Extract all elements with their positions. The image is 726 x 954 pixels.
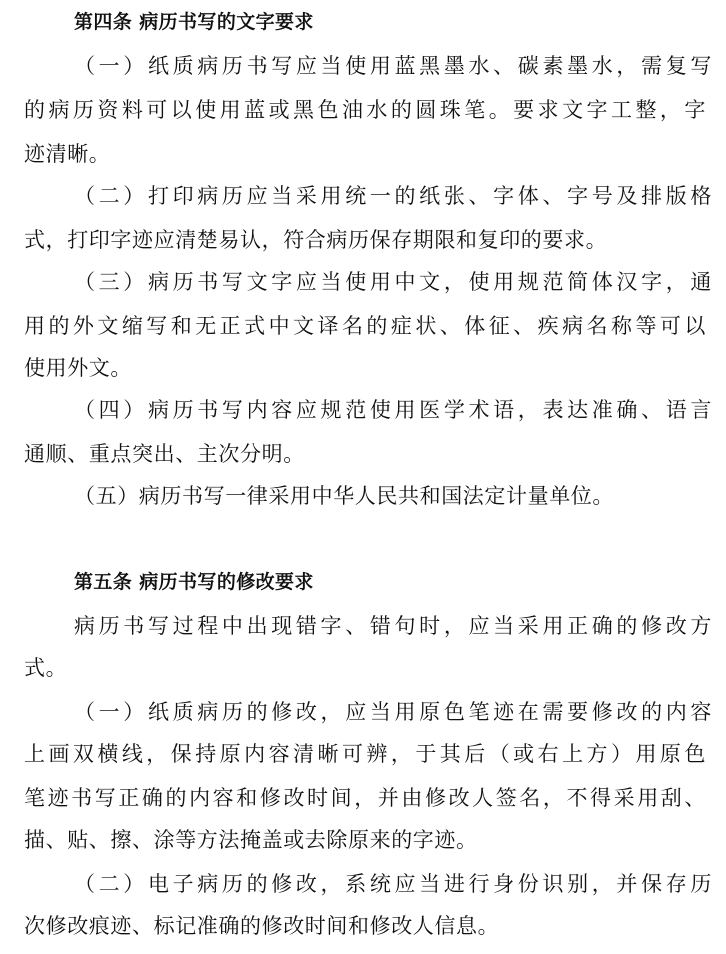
article-5-intro-line-1: 病历书写过程中出现错字、错句时，应当采用正确的修改方 [74,614,712,638]
article-5-item-2-line-2: 次修改痕迹、标记准确的修改时间和修改人信息。 [24,914,500,938]
article-4-item-4-line-2: 通顺、重点突出、主次分明。 [24,442,305,466]
article-4-item-1-line-2: 的病历资料可以使用蓝或黑色油水的圆珠笔。要求文字工整，字 [24,98,706,122]
article-5-item-2-line-1: （二）电子病历的修改，系统应当进行身份识别，并保存历 [74,872,712,896]
article-5-heading: 第五条 病历书写的修改要求 [74,571,314,593]
article-5-item-1-line-1: （一）纸质病历的修改，应当用原色笔迹在需要修改的内容 [74,700,712,724]
article-4-item-3-line-1: （三）病历书写文字应当使用中文，使用规范简体汉字，通 [74,270,712,294]
article-4-item-3-line-2: 用的外文缩写和无正式中文译名的症状、体征、疾病名称等可以 [24,314,706,338]
article-4-item-1-line-1: （一）纸质病历书写应当使用蓝黑墨水、碳素墨水，需复写 [74,54,712,78]
article-5-item-1-line-2: 上画双横线，保持原内容清晰可辨，于其后（或右上方）用原色 [24,742,706,766]
article-4-item-2-line-1: （二）打印病历应当采用统一的纸张、字体、字号及排版格 [74,184,712,208]
article-4-heading: 第四条 病历书写的文字要求 [74,11,314,33]
article-4-item-4-line-1: （四）病历书写内容应规范使用医学术语，表达准确、语言 [74,398,712,422]
article-4-item-1-line-3: 迹清晰。 [24,142,111,166]
article-4-item-3-line-3: 使用外文。 [24,356,132,380]
article-4-item-2-line-2: 式，打印字迹应清楚易认，符合病历保存期限和复印的要求。 [24,228,608,252]
article-5-item-1-line-3: 笔迹书写正确的内容和修改时间，并由修改人签名，不得采用刮、 [24,786,706,810]
article-5-intro-line-2: 式。 [24,656,68,680]
article-5-item-1-line-4: 描、贴、擦、涂等方法掩盖或去除原来的字迹。 [24,828,478,852]
article-4-item-5-line-1: （五）病历书写一律采用中华人民共和国法定计量单位。 [74,484,614,508]
